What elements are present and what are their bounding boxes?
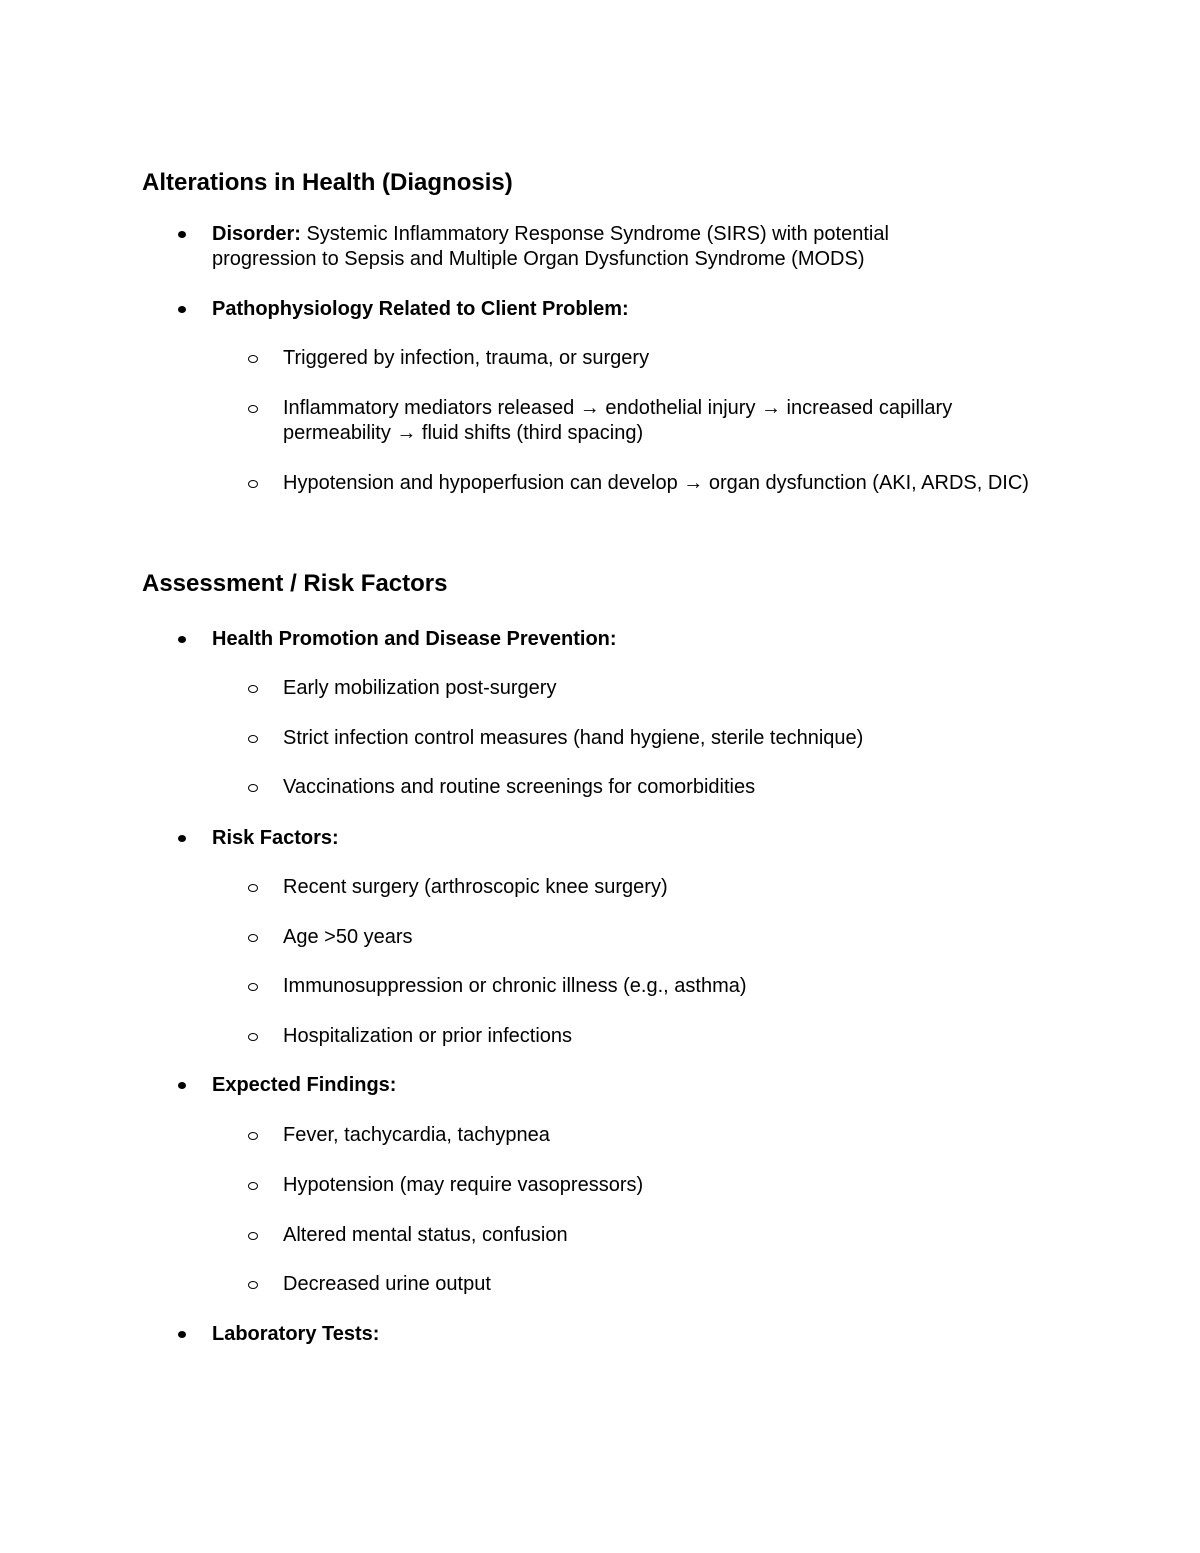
list-subitem-text: Age >50 years xyxy=(283,926,413,948)
list-item-risk-factors xyxy=(212,826,1072,851)
list-subitem-text: Fever, tachycardia, tachypnea xyxy=(283,1124,550,1146)
list-item-laboratory-tests xyxy=(212,1322,1072,1347)
circle-bullet-icon xyxy=(248,1182,258,1190)
list-subitem xyxy=(283,346,1083,371)
circle-bullet-icon xyxy=(248,1132,258,1140)
section-heading-diagnosis: Alterations in Health (Diagnosis) xyxy=(142,169,513,196)
circle-bullet-icon xyxy=(248,1281,258,1289)
list-subitem-text: Vaccinations and routine screenings for comorbidities xyxy=(283,776,756,798)
list-subitem-text: Decreased urine output xyxy=(283,1273,491,1295)
circle-bullet-icon xyxy=(248,480,258,488)
list-subitem xyxy=(283,1272,1083,1297)
list-subitem xyxy=(283,974,1083,999)
health-promotion-label: Health Promotion and Disease Prevention: xyxy=(212,628,617,650)
list-subitem xyxy=(283,1223,1083,1248)
list-subitem-text: Hospitalization or prior infections xyxy=(283,1025,573,1047)
list-item-disorder xyxy=(212,222,972,272)
circle-bullet-icon xyxy=(248,1232,258,1240)
laboratory-tests-label: Laboratory Tests: xyxy=(212,1323,380,1345)
circle-bullet-icon xyxy=(248,784,258,792)
section-heading-assessment: Assessment / Risk Factors xyxy=(142,570,448,597)
circle-bullet-icon xyxy=(248,405,258,413)
bullet-icon xyxy=(178,835,186,842)
list-item-health-promotion xyxy=(212,627,1072,652)
circle-bullet-icon xyxy=(248,1033,258,1041)
circle-bullet-icon xyxy=(248,355,258,363)
list-subitem xyxy=(283,1173,1083,1198)
disorder-label: Disorder: xyxy=(212,223,301,245)
list-subitem-text: Strict infection control measures (hand hygiene, sterile technique) xyxy=(283,727,864,749)
list-subitem xyxy=(283,396,1043,446)
list-subitem xyxy=(283,925,1083,950)
circle-bullet-icon xyxy=(248,735,258,743)
risk-factors-label: Risk Factors: xyxy=(212,827,339,849)
list-subitem-text: Triggered by infection, trauma, or surgery xyxy=(283,347,650,369)
bullet-icon xyxy=(178,306,186,313)
list-subitem xyxy=(283,676,1083,701)
list-subitem xyxy=(283,775,1083,800)
list-subitem xyxy=(283,875,1083,900)
disorder-text: Systemic Inflammatory Response Syndrome (SIRS) with potential progression to Sepsis and Multiple Organ Dysfunction Syndrome (MODS) xyxy=(212,223,889,270)
list-subitem-text: Inflammatory mediators released → endothelial injury → increased capillary permeability → fluid shifts (third spacing) xyxy=(283,397,953,444)
list-item-expected-findings xyxy=(212,1073,1072,1098)
bullet-icon xyxy=(178,1082,186,1089)
list-subitem-text: Hypotension and hypoperfusion can develop → organ dysfunction (AKI, ARDS, DIC) xyxy=(283,472,1029,494)
list-subitem-text: Altered mental status, confusion xyxy=(283,1224,568,1246)
bullet-icon xyxy=(178,231,186,238)
expected-findings-label: Expected Findings: xyxy=(212,1074,397,1096)
list-subitem-text: Immunosuppression or chronic illness (e.g., asthma) xyxy=(283,975,747,997)
circle-bullet-icon xyxy=(248,983,258,991)
list-subitem-text: Recent surgery (arthroscopic knee surgery) xyxy=(283,876,668,898)
list-subitem-text: Early mobilization post-surgery xyxy=(283,677,557,699)
list-item-pathophysiology xyxy=(212,297,1072,322)
list-subitem xyxy=(283,1123,1083,1148)
circle-bullet-icon xyxy=(248,884,258,892)
circle-bullet-icon xyxy=(248,685,258,693)
bullet-icon xyxy=(178,636,186,643)
list-subitem xyxy=(283,726,1083,751)
list-subitem-text: Hypotension (may require vasopressors) xyxy=(283,1174,644,1196)
bullet-icon xyxy=(178,1331,186,1338)
list-subitem xyxy=(283,471,1063,496)
circle-bullet-icon xyxy=(248,934,258,942)
list-subitem xyxy=(283,1024,1083,1049)
pathophysiology-label: Pathophysiology Related to Client Problem: xyxy=(212,298,629,320)
